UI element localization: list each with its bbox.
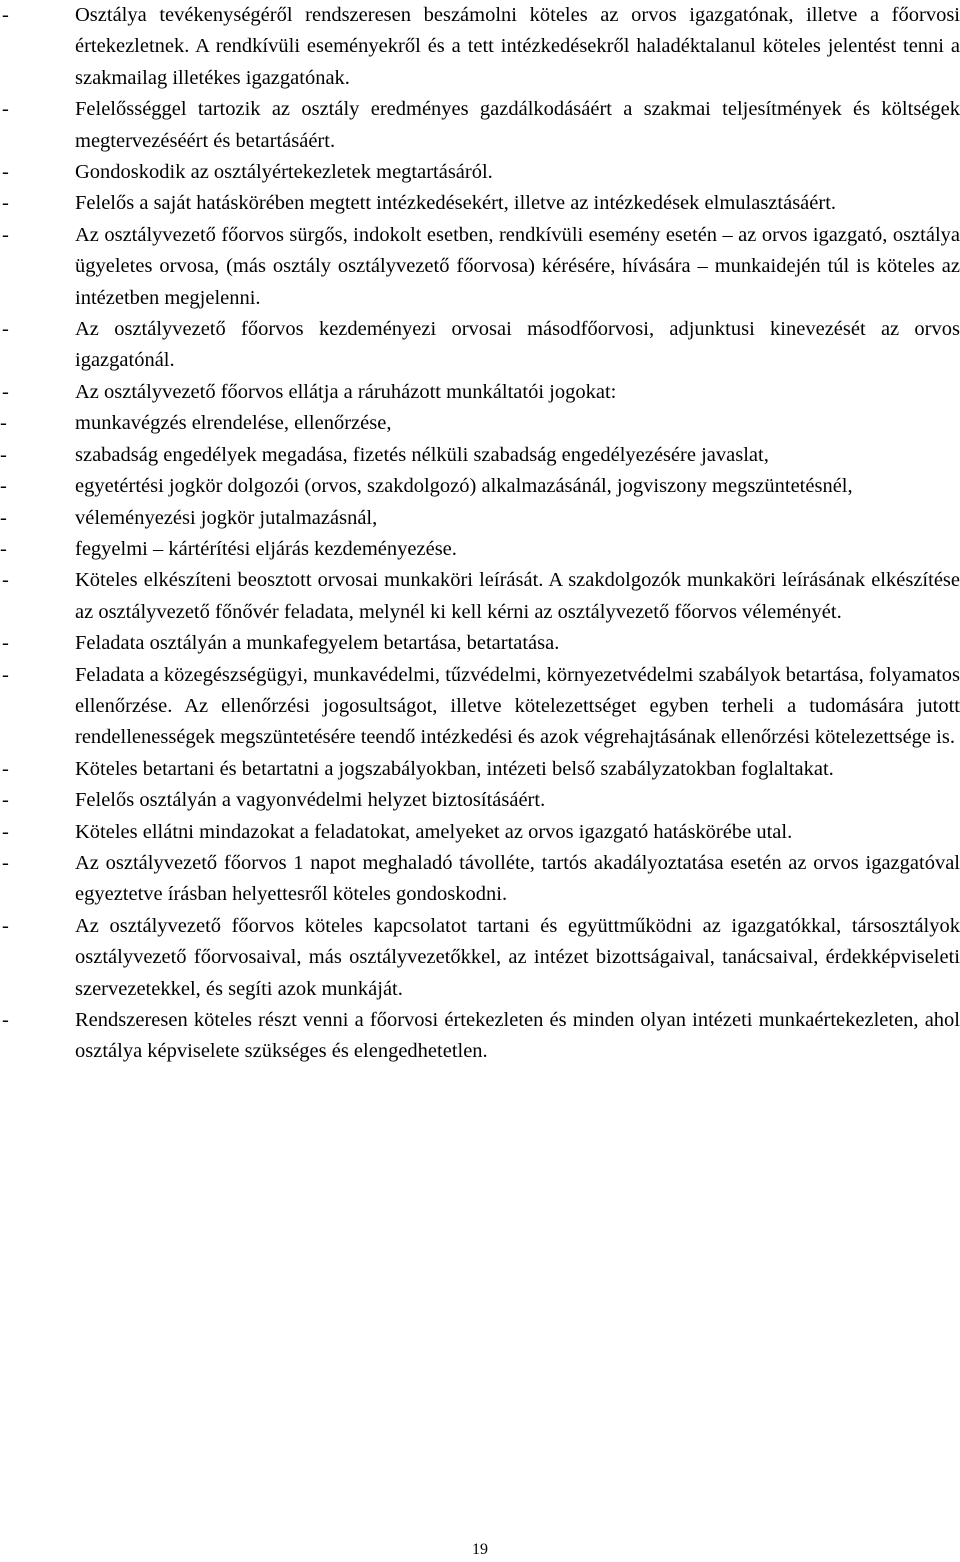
list-item [0, 565, 960, 628]
list-item [0, 1005, 960, 1068]
bullet-dash: - [2, 851, 9, 874]
sublist-item-text: munkavégzés elrendelése, ellenőrzése, [75, 412, 392, 435]
bullet-dash: - [2, 380, 9, 403]
bullet-dash: - [2, 161, 9, 184]
bullet-dash: - [0, 412, 7, 435]
bullet-dash: - [0, 475, 7, 498]
list-item-text: Felelős osztályán a vagyonvédelmi helyzet biztosításáért. [75, 789, 546, 812]
list-item-text: Feladata osztályán a munkafegyelem betartása, betartatása. [75, 632, 560, 655]
bullet-dash: - [0, 537, 7, 560]
list-item [0, 848, 960, 911]
bullet-dash: - [2, 569, 9, 592]
list-item-text: Osztálya tevékenységéről rendszeresen beszámolni köteles az orvos igazgatónak, illetve a főorvosi értekezletnek. A rendkívüli eseményekről és a tett intézkedésekről haladéktalanul köteles jelentést tenni a szakmailag illetékes igazgatónak. [75, 4, 960, 89]
list-item-text: Gondoskodik az osztályértekezletek megtartásáról. [75, 161, 493, 184]
list-item-text: Az osztályvezető főorvos 1 napot meghaladó távolléte, tartós akadályoztatása esetén az orvos igazgatóval egyeztetve írásban helyettesről köteles gondoskodni. [75, 851, 960, 906]
list-item-text: Köteles elkészíteni beosztott orvosai munkaköri leírását. A szakdolgozók munkaköri leírásának elkészítése az osztályvezető főnővér feladata, melynél ki kell kérni az osztályvezető főorvos véleményét. [75, 569, 960, 623]
list-item-text: Az osztályvezető főorvos ellátja a ráruházott munkáltatói jogokat: [75, 380, 617, 403]
sublist-item-text: véleményezési jogkör jutalmazásnál, [75, 506, 378, 529]
bullet-dash: - [2, 632, 9, 655]
list-item-text: Felelősséggel tartozik az osztály eredményes gazdálkodásáért a szakmai teljesítmények és költségek megtervezéséért és betartásáért. [75, 98, 960, 152]
list-item [0, 188, 960, 219]
list-item [0, 817, 960, 848]
bullet-dash: - [2, 757, 9, 780]
list-item [0, 660, 960, 754]
list-item-text: Felelős a saját hatáskörében megtett intézkedésekért, illetve az intézkedések elmulasztásáért. [75, 192, 837, 215]
sublist-item [0, 534, 960, 565]
list-item-text: Rendszeresen köteles részt venni a főorvosi értekezleten és minden olyan intézeti munkaértekezleten, ahol osztálya képviselete szükséges és elengedhetetlen. [75, 1009, 960, 1063]
sublist-item [0, 471, 960, 502]
list-item [0, 157, 960, 188]
list-item-text: Feladata a közegészségügyi, munkavédelmi, tűzvédelmi, környezetvédelmi szabályok betartása, folyamatos ellenőrzése. Az ellenőrzési jogosultságot, illetve kötelezettséget egyben terheli a tudomására jutott rendellenességek megszüntetésére teendő intézkedési és azok végrehajtásának ellenőrzési kötelezettsége is. [75, 663, 960, 749]
bullet-dash: - [2, 98, 9, 121]
bullet-dash: - [2, 223, 9, 246]
sublist-item-text: fegyelmi – kártérítési eljárás kezdeményezése. [75, 537, 457, 560]
sublist-item-text: szabadság engedélyek megadása, fizetés nélküli szabadság engedélyezésére javaslat, [75, 443, 769, 466]
list-item [0, 377, 960, 408]
sublist-item [0, 440, 960, 471]
sublist-item-text: egyetértési jogkör dolgozói (orvos, szakdolgozó) alkalmazásánál, jogviszony megszüntetésnél, [75, 475, 853, 498]
list-item [0, 911, 960, 1005]
sublist-item [0, 408, 960, 439]
bullet-dash: - [2, 4, 9, 26]
sublist-item [0, 503, 960, 534]
bullet-dash: - [0, 443, 7, 466]
bullet-dash: - [2, 318, 9, 341]
bullet-dash: - [2, 789, 9, 812]
bullet-dash: - [2, 192, 9, 215]
list-item [0, 754, 960, 785]
list-item-text: Köteles ellátni mindazokat a feladatokat, amelyeket az orvos igazgató hatáskörébe utal. [75, 820, 793, 843]
bullet-dash: - [0, 506, 7, 529]
list-item-text: Köteles betartani és betartatni a jogszabályokban, intézeti belső szabályzatokban foglaltakat. [75, 757, 834, 780]
list-item [0, 94, 960, 157]
list-item-text: Az osztályvezető főorvos köteles kapcsolatot tartani és együttműködni az igazgatókkal, társosztályok osztályvezető főorvosaival, más osztályvezetőkkel, az intézet bizottságaival, tanácsaival, érdekképviseleti szervezetekkel, és segíti azok munkáját. [75, 914, 960, 1000]
list-item [0, 220, 960, 314]
list-item-text: Az osztályvezető főorvos kezdeményezi orvosai másodfőorvosi, adjunktusi kinevezését az orvos igazgatónál. [75, 318, 960, 372]
employer-rights-sublist [0, 408, 960, 565]
bullet-dash: - [2, 663, 9, 686]
list-item [0, 785, 960, 816]
list-item [0, 314, 960, 377]
bullet-dash: - [2, 914, 9, 937]
list-item-text: Az osztályvezető főorvos sürgős, indokolt esetben, rendkívüli esemény esetén – az orvos igazgató, osztálya ügyeletes orvosa, (más osztály osztályvezető főorvosa) kérésére, hívására – munkaidején túl is köteles az intézetben megjelenni. [75, 223, 960, 309]
page-number: 19 [472, 1541, 488, 1558]
list-item [0, 628, 960, 659]
bullet-dash: - [2, 820, 9, 843]
list-item [0, 0, 960, 94]
bullet-dash: - [2, 1009, 9, 1031]
